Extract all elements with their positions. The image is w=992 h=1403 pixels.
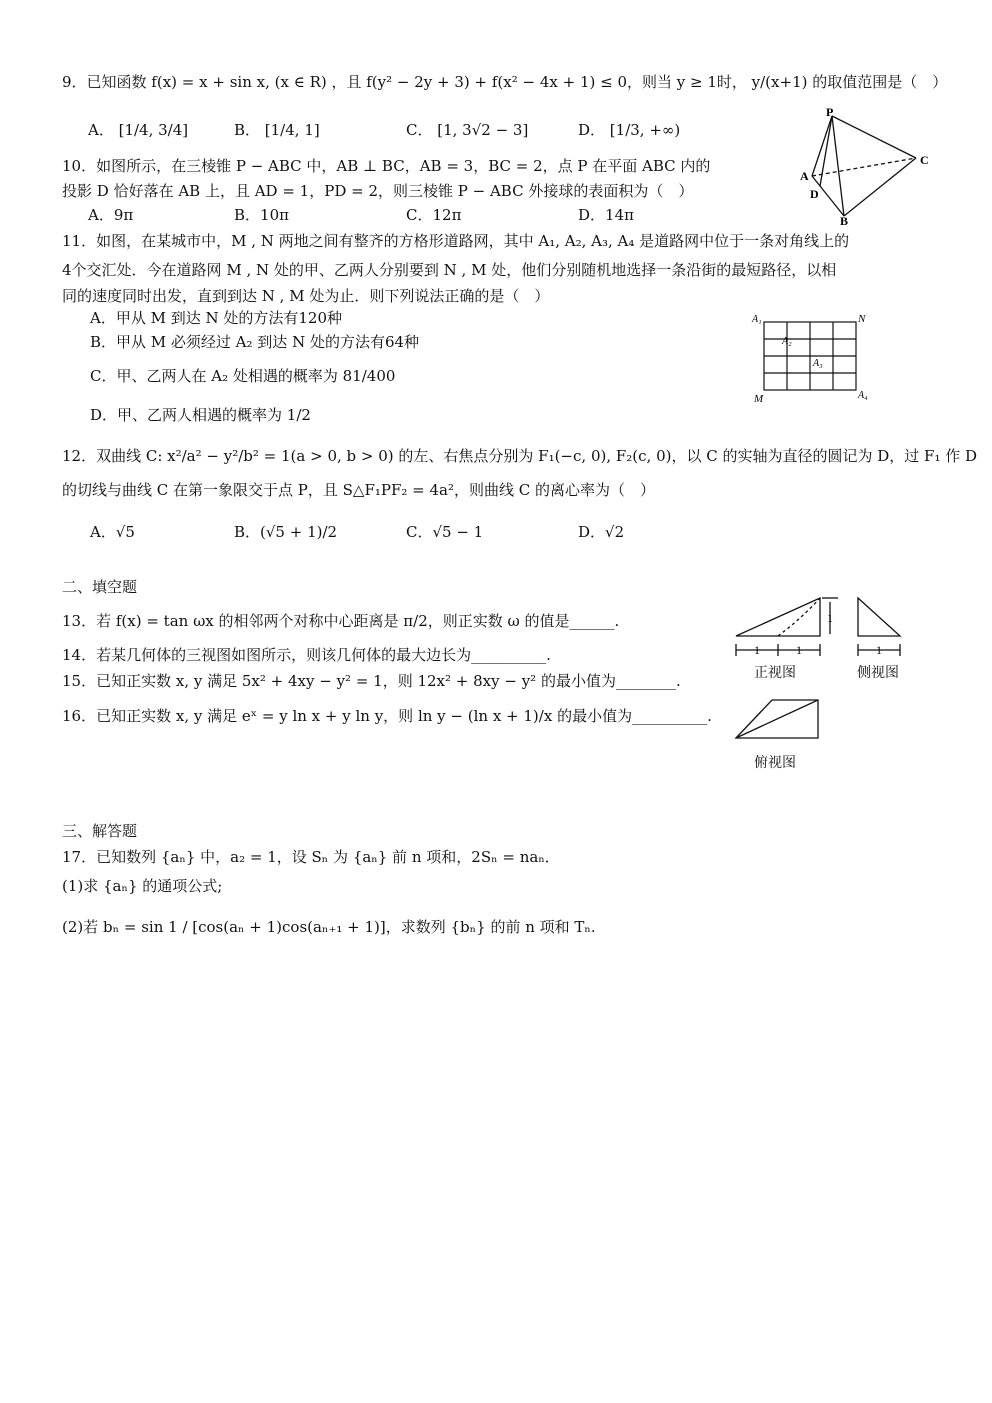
- side-view-caption: 侧视图: [857, 665, 899, 681]
- pyramid-label-c: C: [920, 153, 929, 167]
- grid-label-a3: A₃: [813, 358, 823, 369]
- pyramid-label-b: B: [840, 214, 849, 226]
- question-16: 16．已知正实数 x, y 满足 eˣ = y ln x + y ln y，则 ln y − (ln x + 1)/x 的最小值为__________.: [62, 707, 712, 725]
- pyramid-label-p: P: [826, 108, 834, 119]
- question-12-line1: 12．双曲线 C: x²/a² − y²/b² = 1(a > 0, b > 0) 的左、右焦点分别为 F₁(−c, 0), F₂(c, 0)，以 C 的实轴为直径的圆记为 D，过 F₁ 作 D: [62, 447, 978, 465]
- question-11-line1: 11．如图，在某城市中，M , N 两地之间有整齐的方格形道路网，其中 A₁, A₂, A₃, A₄ 是道路网中位于一条对角线上的: [62, 232, 850, 250]
- q11-option-d: D．甲、乙两人相遇的概率为 1/2: [90, 406, 311, 424]
- front-view-width-label-2: 1: [796, 643, 802, 657]
- q9-option-a: A． [1/4, 3/4]: [88, 121, 189, 139]
- section-fill-in-heading: 二、填空题: [62, 578, 138, 596]
- q10-option-a: A．9π: [88, 206, 134, 224]
- question-11-line2: 4个交汇处．今在道路网 M , N 处的甲、乙两人分别要到 N , M 处，他们分别随机地选择一条沿街的最短路径，以相: [62, 261, 837, 279]
- q10-option-b: B．10π: [234, 206, 289, 224]
- top-view-figure: [730, 694, 826, 742]
- question-15: 15．已知正实数 x, y 满足 5x² + 4xy − y² = 1，则 12x² + 8xy − y² 的最小值为________.: [62, 672, 681, 690]
- question-17-stem: 17．已知数列 {aₙ} 中，a₂ = 1，设 Sₙ 为 {aₙ} 前 n 项和，2Sₙ = naₙ．: [62, 848, 560, 866]
- pyramid-label-a: A: [800, 169, 809, 183]
- section-solve-heading: 三、解答题: [62, 822, 138, 840]
- q9-option-d: D． [1/3, +∞): [578, 121, 681, 139]
- question-12-line2: 的切线与曲线 C 在第一象限交于点 P，且 S△F₁PF₂ = 4a²，则曲线 C 的离心率为（ ）: [62, 481, 656, 499]
- q11-option-b: B．甲从 M 必须经过 A₂ 到达 N 处的方法有64种: [90, 333, 420, 351]
- question-17-part1: (1)求 {aₙ} 的通项公式;: [62, 877, 223, 895]
- q12-option-c: C．√5 − 1: [406, 523, 484, 541]
- q11-option-a: A．甲从 M 到达 N 处的方法有120种: [90, 309, 343, 327]
- q11-option-c: C．甲、乙两人在 A₂ 处相遇的概率为 81/400: [90, 367, 396, 385]
- three-view-top-figures: [730, 592, 910, 658]
- question-11-line3: 同的速度同时出发，直到到达 N , M 处为止．则下列说法正确的是（ ）: [62, 287, 550, 305]
- question-9-stem: 9．已知函数 f(x) = x + sin x, (x ∈ R) ，且 f(y² − 2y + 3) + f(x² − 4x + 1) ≤ 0，则当 y ≥ 1时， y/(x+1) 的取值范围是（ ）: [62, 73, 948, 91]
- street-grid-figure: [750, 310, 880, 406]
- grid-label-a4: A₄: [858, 390, 868, 401]
- question-17-part2: (2)若 bₙ = sin 1 / [cos(aₙ + 1)cos(aₙ₊₁ + 1)]，求数列 {bₙ} 的前 n 项和 Tₙ.: [62, 918, 596, 936]
- question-14: 14．若某几何体的三视图如图所示，则该几何体的最大边长为__________.: [62, 646, 551, 664]
- q10-option-d: D．14π: [578, 206, 634, 224]
- q10-option-c: C．12π: [406, 206, 462, 224]
- side-view-width-label: 1: [876, 643, 882, 657]
- question-10-line2: 投影 D 恰好落在 AB 上，且 AD = 1，PD = 2，则三棱锥 P − ABC 外接球的表面积为（ ）: [62, 182, 694, 200]
- pyramid-figure: [796, 108, 936, 226]
- q9-option-b: B． [1/4, 1]: [234, 121, 320, 139]
- pyramid-label-d: D: [810, 187, 819, 201]
- front-view-caption: 正视图: [754, 665, 796, 681]
- q12-option-b: B．(√5 + 1)/2: [234, 523, 338, 541]
- grid-label-n: N: [858, 313, 866, 325]
- q12-option-a: A．√5: [90, 523, 135, 541]
- front-view-width-label-1: 1: [754, 643, 760, 657]
- question-13: 13．若 f(x) = tan ωx 的相邻两个对称中心距离是 π/2，则正实数 ω 的值是______.: [62, 612, 620, 630]
- question-10-line1: 10．如图所示，在三棱锥 P − ABC 中，AB ⊥ BC，AB = 3，BC = 2，点 P 在平面 ABC 内的: [62, 157, 711, 175]
- front-view-height-label: 1: [827, 611, 833, 625]
- q9-option-c: C． [1, 3√2 − 3]: [406, 121, 529, 139]
- grid-label-a1: A₁: [752, 314, 762, 325]
- q12-option-d: D．√2: [578, 523, 625, 541]
- grid-label-m: M: [754, 393, 764, 405]
- grid-label-a2: A₂: [782, 336, 792, 347]
- top-view-caption: 俯视图: [754, 755, 796, 771]
